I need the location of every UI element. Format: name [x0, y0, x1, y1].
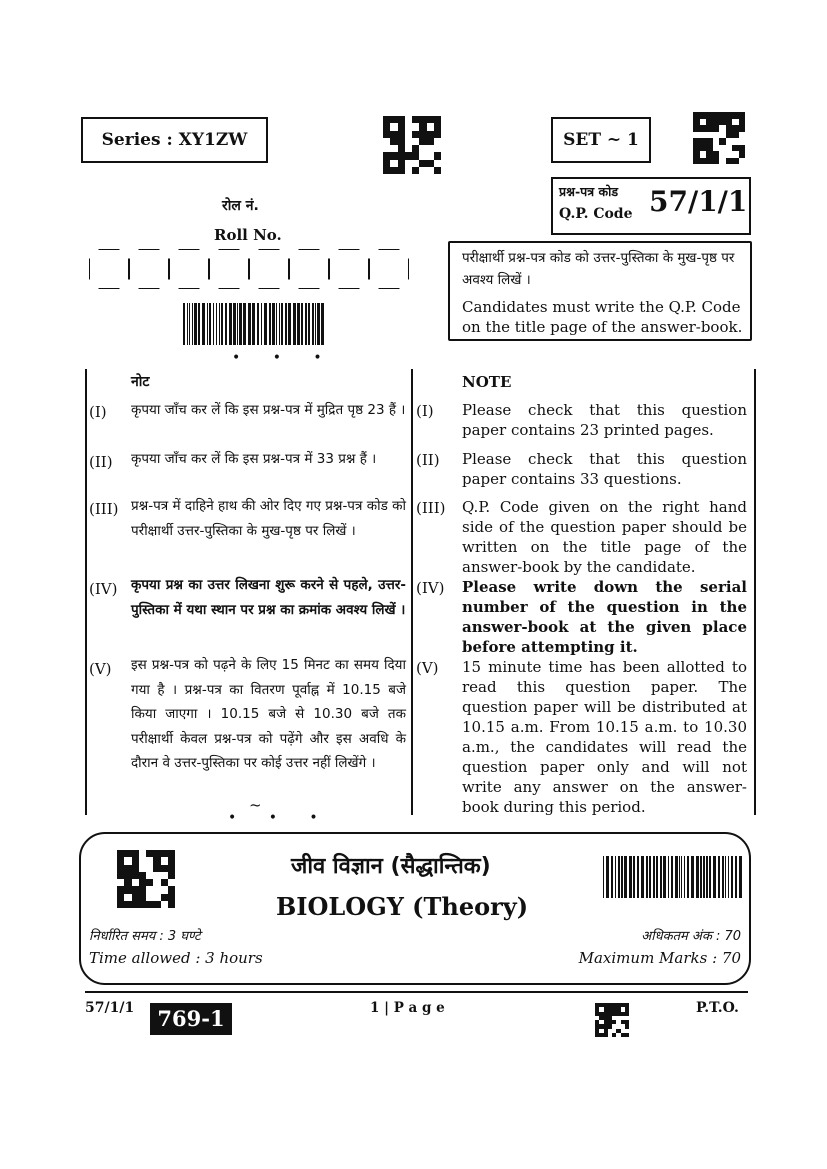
roll-number-cell[interactable] [209, 249, 249, 289]
max-marks-hindi: अधिकतम अंक : 70 [641, 929, 741, 944]
note-number: (V) [89, 660, 112, 678]
set-label: SET ~ 1 [563, 130, 639, 150]
roll-number-cell[interactable] [129, 249, 169, 289]
note-number: (I) [416, 402, 434, 420]
note-item: Q.P. Code given on the right hand side of the question paper should be written on the title page of the answer-book by the candidate. [462, 498, 747, 576]
time-allowed: Time allowed : 3 hours [89, 949, 263, 967]
paper-number-badge: 769-1 [150, 1003, 232, 1035]
roll-number-label-hindi: रोल नं. [222, 198, 259, 214]
note-item-hindi: कृपया जाँच कर लें कि इस प्रश्न-पत्र में 33 प्रश्न हैं । [131, 451, 377, 467]
subject-title: BIOLOGY (Theory) [276, 892, 529, 921]
max-marks: Maximum Marks : 70 [578, 949, 741, 967]
please-turn-over: P.T.O. [696, 1000, 739, 1016]
note-item-hindi: प्रश्न-पत्र में दाहिने हाथ की ओर दिए गए प्रश्न-पत्र कोड को परीक्षार्थी उत्तर-पुस्तिका के मुख-पृष्ठ पर लिखें । [131, 498, 406, 539]
note-item-hindi: कृपया जाँच कर लें कि इस प्रश्न-पत्र में मुद्रित पृष्ठ 23 हैं । [131, 402, 406, 418]
note-item-hindi: इस प्रश्न-पत्र को पढ़ने के लिए 15 मिनट का समय दिया गया है । प्रश्न-पत्र का वितरण पूर्वाह्न में 10.15 बजे किया जाएगा । 10.15 बजे से 10.30 बजे तक परीक्षार्थी केवल प्रश्न-पत्र को पढ़ेंगे और इस अवधि के दौरान वे उत्तर-पुस्तिका पर कोई उत्तर नहीं लिखेंगे । [131, 657, 406, 771]
note-item-hindi: कृपया प्रश्न का उत्तर लिखना शुरू करने से पहले, उत्तर-पुस्तिका में यथा स्थान पर प्रश्न का क्रमांक अवश्य लिखें । [131, 577, 406, 618]
note-number: (II) [89, 453, 113, 471]
series-label: Series : XY1ZW [101, 130, 248, 150]
set-box [551, 117, 651, 163]
note-number: (I) [89, 403, 107, 421]
roll-barcode [183, 303, 328, 345]
datamatrix-code-icon [693, 112, 745, 164]
note-item: Please write down the serial number of the question in the answer-book at the given place before attempting it. [462, 578, 747, 656]
qp-code-value: 57/1/1 [649, 185, 748, 218]
qp-code-label-hindi: प्रश्न-पत्र कोड [559, 184, 619, 199]
note-title-hindi: नोट [131, 374, 150, 390]
roll-number-cell[interactable] [289, 249, 329, 289]
notes-rule-left [85, 369, 87, 815]
notes-rule-right [754, 369, 756, 815]
tilde-mark: ~ [249, 796, 262, 814]
note-item: Please check that this question paper contains 33 questions. [462, 450, 747, 488]
separator-dots: • • • [228, 810, 332, 826]
note-item: Please check that this question paper contains 23 printed pages. [462, 401, 747, 439]
qr-code-icon [595, 1003, 629, 1037]
notes-rule-center [411, 369, 413, 815]
note-title: NOTE [462, 373, 512, 391]
note-number: (IV) [89, 580, 118, 598]
subject-barcode [603, 856, 743, 898]
roll-number-cell[interactable] [169, 249, 209, 289]
subject-box [79, 832, 751, 985]
instruction-hindi: परीक्षार्थी प्रश्न-पत्र कोड को उत्तर-पुस्तिका के मुख-पृष्ठ पर अवश्य लिखें । [462, 250, 735, 288]
qp-code-instruction-box [448, 241, 752, 341]
qp-code-label: Q.P. Code [559, 206, 633, 222]
subject-title-hindi: जीव विज्ञान (सैद्धान्तिक) [291, 854, 491, 879]
time-allowed-hindi: निर्धारित समय : 3 घण्टे [89, 929, 201, 944]
footer-code: 57/1/1 [85, 1000, 135, 1016]
series-box [81, 117, 268, 163]
note-number: (II) [416, 451, 440, 469]
separator-dots: • • • [232, 350, 336, 366]
roll-number-cell[interactable] [369, 249, 409, 289]
roll-number-boxes[interactable] [89, 249, 409, 289]
instruction-english: Candidates must write the Q.P. Code on the title page of the answer-book. [462, 298, 743, 336]
qr-code-icon [383, 116, 441, 174]
note-number: (III) [89, 500, 119, 518]
roll-number-cell[interactable] [329, 249, 369, 289]
note-number: (III) [416, 499, 446, 517]
note-number: (V) [416, 659, 439, 677]
footer-rule [85, 991, 748, 993]
roll-number-cell[interactable] [89, 249, 129, 289]
note-item: 15 minute time has been allotted to read this question paper. The question paper will be distributed at 10.15 a.m. From 10.15 a.m. to 10.30 a.m., the candidates will read the question paper only and will not write any answer on the answer-book during this period. [462, 658, 747, 816]
note-number: (IV) [416, 579, 445, 597]
qr-code-icon [117, 850, 175, 908]
roll-number-cell[interactable] [249, 249, 289, 289]
qp-code-box [551, 177, 751, 235]
page-number: 1 | P a g e [370, 1000, 445, 1016]
roll-number-label: Roll No. [214, 226, 282, 244]
